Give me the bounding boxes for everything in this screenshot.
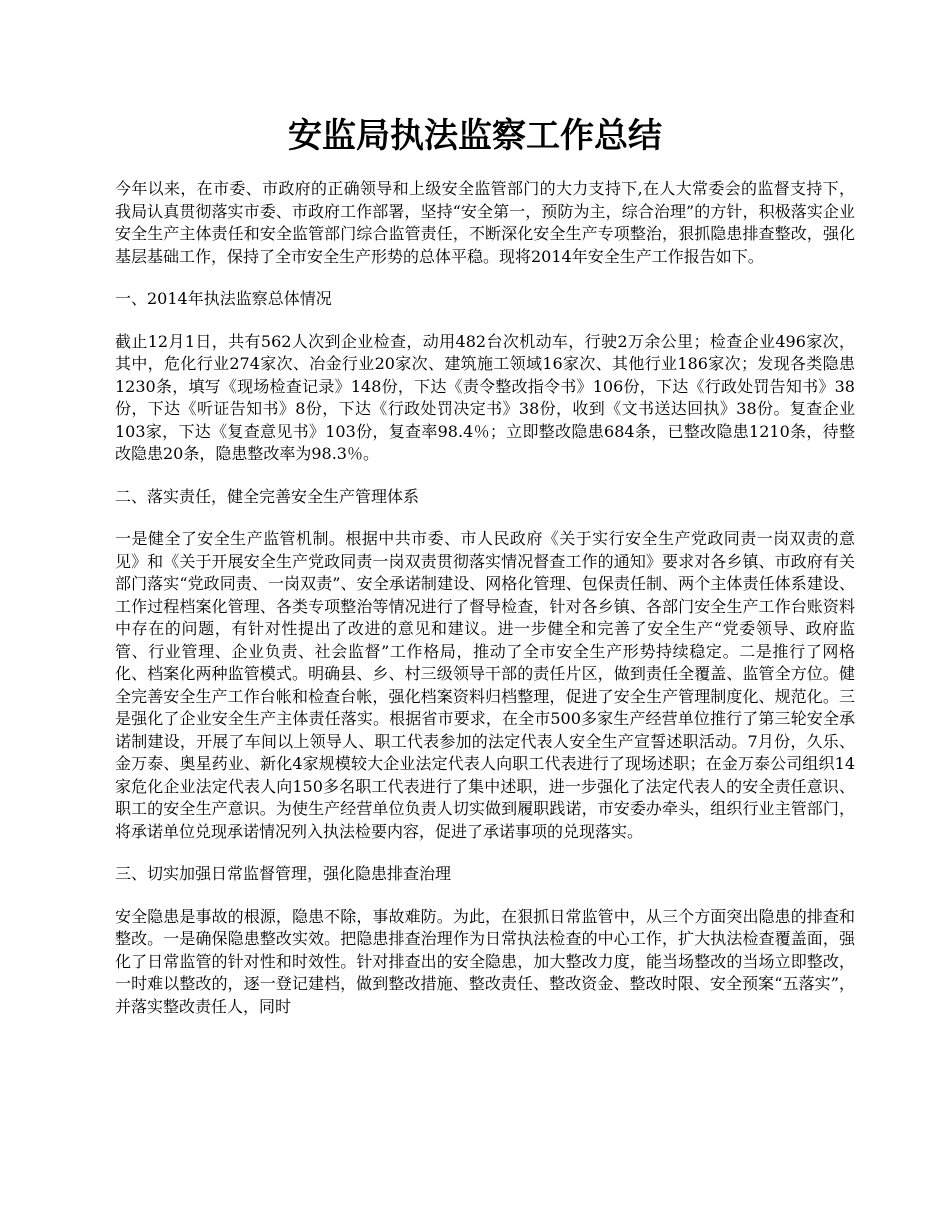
section-2-heading: 二、落实责任，健全完善安全生产管理体系 [115, 486, 420, 506]
document-title: 安监局执法监察工作总结 [288, 116, 662, 156]
section-3-paragraph: 安全隐患是事故的根源，隐患不除，事故难防。为此，在狠抓日常监管中，从三个方面突出隐患的排查和整改。一是确保隐患整改实效。把隐患排查治理作为日常执法检查的中心工作，扩大执法检查覆盖面，强化了日常监管的针对性和时效性。针对排查出的安全隐患，加大整改力度，能当场整改的当场立即整改，一时难以整改的，逐一登记建档，做到整改措施、整改责任、整改资金、整改时限、安全预案“五落实”，并落实整改责任人，同时 [115, 906, 855, 1016]
section-1-heading: 一、2014年执法监察总体情况 [115, 289, 332, 308]
section-2-paragraph: 一是健全了安全生产监管机制。根据中共市委、市人民政府《关于实行安全生产党政同责一岗双责的意见》和《关于开展安全生产党政同责一岗双责贯彻落实情况督查工作的通知》要求对各乡镇、市政府有关部门落实“党政同责、一岗双责”、安全承诺制建设、网格化管理、包保责任制、两个主体责任体系建设、工作过程档案化管理、各类专项整治等情况进行了督导检查，针对各乡镇、各部门安全生产工作台账资料中存在的问题，有针对性提出了改进的意见和建议。进一步健全和完善了安全生产“党委领导、政府监管、行业管理、企业负责、社会监督”工作格局，推动了全市安全生产形势持续稳定。二是推行了网格化、档案化两种监管模式。明确县、乡、村三级领导干部的责任片区，做到责任全覆盖、监管全方位。健全完善安全生产工作台帐和检查台帐，强化档案资料归档整理，促进了安全生产管理制度化、规范化。三是强化了企业安全生产主体责任落实。根据省市要求，在全市500多家生产经营单位推行了第三轮安全承诺制建设，开展了车间以上领导人、职工代表参加的法定代表人安全生产宣誓述职活动。7月份，久乐、金万泰、奥星药业、新化4家规模较大企业法定代表人向职工代表进行了现场述职；在金万泰公司组织14家危化企业法定代表人向150多名职工代表进行了集中述职，进一步强化了法定代表人的安全责任意识、职工的安全生产意识。为使生产经营单位负责人切实做到履职践诺，市安委办牵头，组织行业主管部门，将承诺单位兑现承诺情况列入执法检要内容，促进了承诺事项的兑现落实。 [115, 529, 855, 841]
intro-paragraph: 今年以来，在市委、市政府的正确领导和上级安全监管部门的大力支持下,在人大常委会的监督支持下，我局认真贯彻落实市委、市政府工作部署，坚持“安全第一，预防为主，综合治理”的方针，积极落实企业安全生产主体责任和安全监管部门综合监管责任，不断深化安全生产专项整治，狠抓隐患排查整改，强化基层基础工作，保持了全市安全生产形势的总体平稳。现将2014年安全生产工作报告如下。 [115, 179, 855, 266]
section-3-heading: 三、切实加强日常监督管理，强化隐患排查治理 [115, 864, 452, 883]
document-body [115, 178, 855, 1038]
section-1-paragraph: 截止12月1日，共有562人次到企业检查，动用482台次机动车，行驶2万余公里；检查企业496家次，其中，危化行业274家次、冶金行业20家次、建筑施工领域16家次、其他行业186家次；发现各类隐患1230条，填写《现场检查记录》148份，下达《责令整改指令书》106份，下达《行政处罚告知书》38份，下达《听证告知书》8份，下达《行政处罚决定书》38份，收到《文书送达回执》38份。复查企业103家，下达《复查意见书》103份，复查率98.4％；立即整改隐患684条，已整改隐患1210条，待整改隐患20条，隐患整改率为98.3％。 [115, 331, 855, 463]
